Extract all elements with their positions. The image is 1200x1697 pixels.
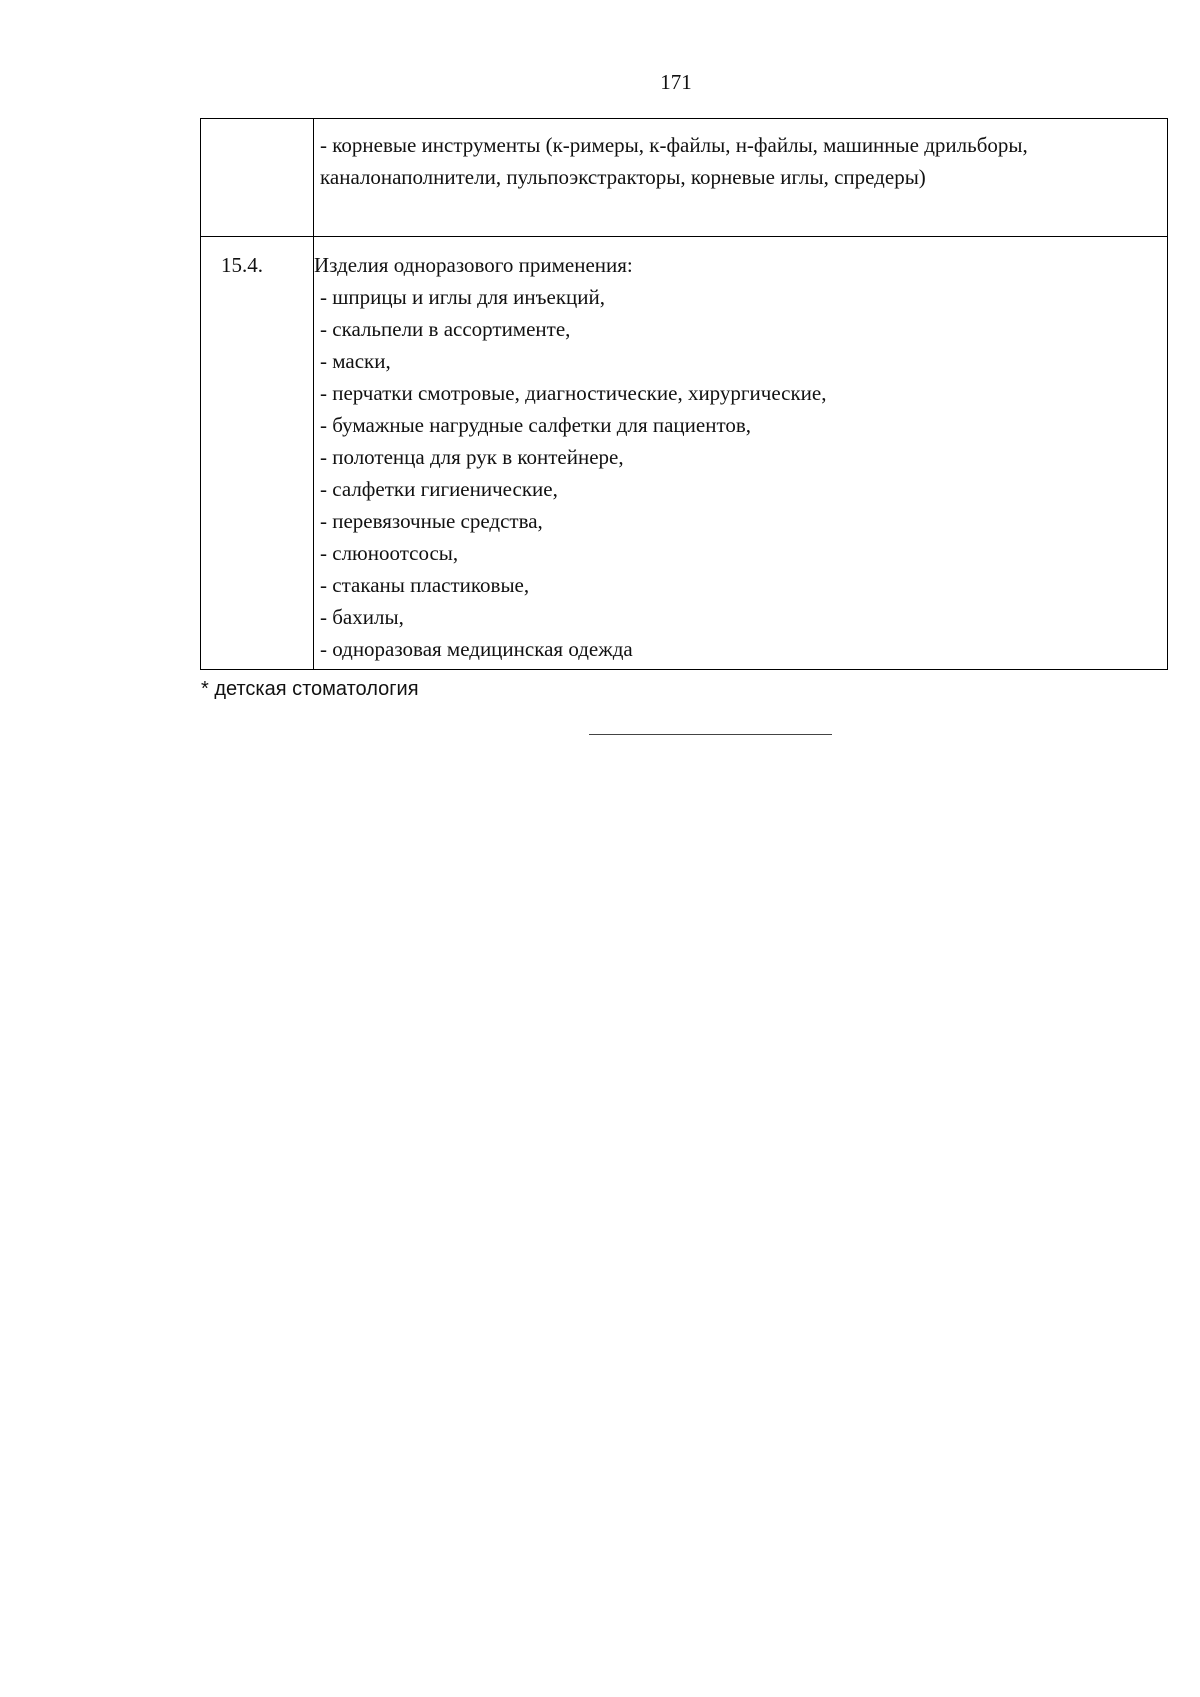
list-item: - корневые инструменты (к-римеры, к-файлы, н-файлы, машинные дрильборы, каналонаполнители, пульпоэкстракторы, корневые иглы, спредеры): [320, 133, 1028, 189]
table-row: [201, 119, 1168, 237]
section-heading: Изделия одноразового применения:: [314, 253, 633, 277]
row-number-cell: [201, 119, 314, 237]
list-item: - бумажные нагрудные салфетки для пациентов,: [320, 413, 752, 437]
list-item: - скальпели в ассортименте,: [320, 317, 571, 341]
row-number: 15.4.: [221, 253, 263, 277]
list-item: - шприцы и иглы для инъекций,: [320, 285, 605, 309]
page-number: 171: [660, 70, 692, 94]
row-number-cell: [201, 237, 314, 670]
list-item: - полотенца для рук в контейнере,: [320, 445, 624, 469]
list-item: - бахилы,: [320, 605, 404, 629]
list-item: - одноразовая медицинская одежда: [320, 637, 633, 661]
end-divider-line: [589, 734, 832, 735]
equipment-table: [200, 118, 1168, 670]
list-item: - слюноотсосы,: [320, 541, 459, 565]
list-item: - перчатки смотровые, диагностические, хирургические,: [320, 381, 827, 405]
row-content-cell: [314, 237, 1168, 670]
list-item: - перевязочные средства,: [320, 509, 543, 533]
list-item: - салфетки гигиенические,: [320, 477, 558, 501]
list-item: - стаканы пластиковые,: [320, 573, 530, 597]
row-number: [201, 119, 313, 131]
row-content-cell: [314, 119, 1168, 237]
list-item: - маски,: [320, 349, 391, 373]
footnote: * детская стоматология: [201, 678, 419, 700]
table-row: [201, 237, 1168, 670]
